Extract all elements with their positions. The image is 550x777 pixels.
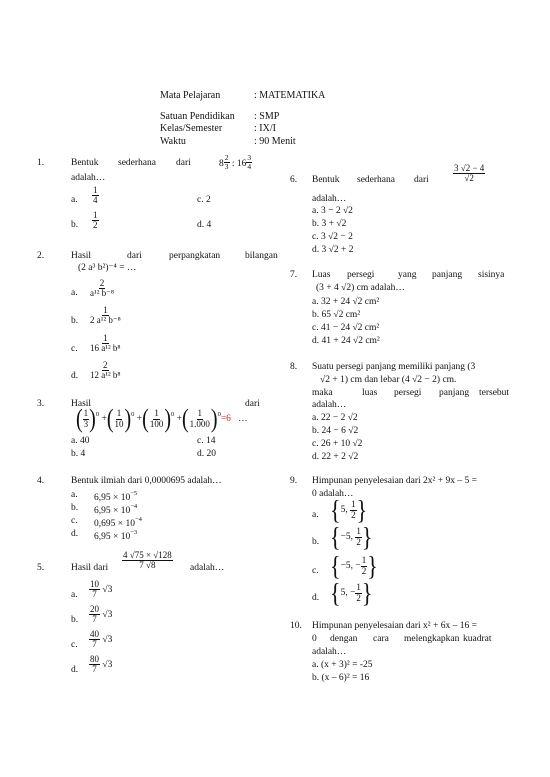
numerator: 80 xyxy=(90,654,99,664)
option-d xyxy=(89,361,122,381)
numerator: 1 xyxy=(356,526,361,537)
option-a xyxy=(89,580,112,600)
option-a xyxy=(89,279,115,299)
exponent-denominator: 4 xyxy=(247,161,252,171)
denominator: 7 xyxy=(92,664,97,675)
question-number: 8. xyxy=(290,362,298,372)
question-expression xyxy=(219,154,252,171)
numerator: 20 xyxy=(90,604,99,614)
ellipsis: … xyxy=(238,414,248,425)
exponent: −5 xyxy=(130,490,138,497)
question-number: 7. xyxy=(290,270,298,280)
question-word: Bentuk xyxy=(312,175,340,185)
exponent: −4 xyxy=(130,503,138,510)
numerator: 1 xyxy=(103,333,108,343)
numerator: 1 xyxy=(93,185,98,195)
question-text: Bentuk ilmiah dari 0,0000695 adalah… xyxy=(71,476,222,486)
option-b: b. 24 − 6 √2 xyxy=(312,426,359,436)
denominator: 16 a¹² b⁸ xyxy=(90,343,121,354)
denominator: 12 a¹² b⁸ xyxy=(90,370,121,381)
numerator: 1 xyxy=(116,408,122,419)
exponent: 0 xyxy=(131,411,135,419)
numerator: 1 xyxy=(154,408,159,419)
highlighted-answer: =6 xyxy=(220,414,231,425)
denominator: 2 xyxy=(351,509,356,520)
denominator: 7 xyxy=(92,589,97,600)
question-word: maka xyxy=(312,388,333,398)
question-tail: adalah… xyxy=(190,563,225,573)
numerator: 4 √75 × √128 xyxy=(123,550,172,560)
numerator: 2 xyxy=(99,278,105,288)
question-tail: adalah… xyxy=(71,173,106,183)
option-a: {5, $\frac{1}{2}$ } xyxy=(330,493,368,525)
question-number: 2. xyxy=(37,251,45,261)
option-b: b. (x – 6)² = 16 xyxy=(312,673,370,683)
question-word: persegi xyxy=(394,388,422,398)
denominator: √2 xyxy=(464,173,474,184)
question-line: 0 adalah… xyxy=(312,489,354,499)
question-expression: (2 a³ b²)⁻⁴ = … xyxy=(78,263,137,273)
question-word: Luas xyxy=(312,270,331,280)
question-word: dari xyxy=(245,399,260,409)
question-word: bilangan xyxy=(245,251,278,261)
mantissa: 0,695 × 10 xyxy=(94,519,135,529)
option-letter: c. xyxy=(312,566,319,576)
exponent: 0 xyxy=(217,411,221,419)
option-a xyxy=(92,186,99,206)
denominator: 2 xyxy=(356,536,361,547)
option-letter: c. xyxy=(71,344,78,354)
numerator: 1 xyxy=(361,555,367,566)
question-word: yang xyxy=(398,270,417,280)
exponent-numerator: 2 xyxy=(224,153,229,162)
header-value-time: : 90 Menit xyxy=(254,136,296,147)
header-label-subject: Mata Pelajaran xyxy=(160,90,221,101)
question-word: Hasil xyxy=(71,399,92,409)
question-word: dari xyxy=(127,251,142,261)
option-d: d. 4 xyxy=(197,220,212,230)
expr-colon: : xyxy=(231,159,235,169)
expr-base: 16 xyxy=(236,159,247,169)
option-c: {−5, − $\frac{1}{2}$ } xyxy=(330,549,378,581)
mantissa: 6,95 × 10 xyxy=(94,532,131,542)
mantissa: 6,95 × 10 xyxy=(94,506,131,516)
exponent: 0 xyxy=(171,411,175,419)
header-value-class: : IX/I xyxy=(254,123,276,134)
question-line: adalah… xyxy=(312,647,347,657)
numerator: 1 xyxy=(356,582,361,593)
option-b xyxy=(92,211,99,231)
option-b xyxy=(89,306,122,326)
question-number: 3. xyxy=(37,399,45,409)
option-b xyxy=(89,605,112,625)
option-b: {−5, $\frac{1}{2}$ } xyxy=(330,520,373,552)
root-term: √3 xyxy=(102,610,113,621)
denominator: 7 √8 xyxy=(139,560,156,571)
question-word: tersebut xyxy=(479,388,510,398)
question-text: Hasil dari xyxy=(71,563,109,573)
header-value-subject: : MATEMATIKA xyxy=(254,90,326,101)
numerator: 1 xyxy=(351,499,356,510)
numerator: 1 xyxy=(93,210,98,220)
numerator: 1 xyxy=(83,408,89,419)
set-value: −5, − xyxy=(340,561,361,572)
option-a: a. 40 xyxy=(71,436,90,446)
option-letter: b. xyxy=(71,615,79,625)
set-value: 5, xyxy=(340,505,348,516)
denominator: 2 a¹² b⁻⁸ xyxy=(90,315,121,326)
question-word: 0 xyxy=(312,634,317,644)
option-letter: a. xyxy=(71,195,78,205)
exponent-numerator: 3 xyxy=(247,153,252,162)
header-label-class: Kelas/Semester xyxy=(160,123,223,134)
option-b xyxy=(94,504,137,517)
exponent: −3 xyxy=(130,529,138,536)
option-letter: b. xyxy=(71,503,79,513)
question-line: (3 + 4 √2) cm adalah… xyxy=(316,283,405,293)
option-a xyxy=(94,491,137,504)
question-number: 1. xyxy=(37,158,45,168)
question-word: luas xyxy=(362,388,378,398)
denominator: 7 xyxy=(92,614,97,625)
question-number: 4. xyxy=(37,476,45,486)
option-d xyxy=(94,530,137,543)
option-d: {5, − $\frac{1}{2}$ } xyxy=(330,576,373,608)
mantissa: 6,95 × 10 xyxy=(94,493,131,503)
numerator: 3 √2 − 4 xyxy=(454,163,485,173)
option-d: d. 22 + 2 √2 xyxy=(312,452,359,462)
option-d: d. 3 √2 + 2 xyxy=(312,245,354,255)
option-letter: a. xyxy=(71,288,78,298)
option-b: b. 3 + √2 xyxy=(312,219,347,229)
option-b: b. 4 xyxy=(71,449,86,459)
root-term: √3 xyxy=(102,660,113,671)
set-value: −5, xyxy=(340,532,354,543)
denominator: 10 xyxy=(114,418,124,429)
denominator: 3 xyxy=(83,418,89,429)
denominator: 2 xyxy=(93,220,98,231)
question-word: sederhana xyxy=(357,175,395,185)
denominator: 2 xyxy=(356,592,361,603)
header-label-time: Waktu xyxy=(160,136,186,147)
denominator: a¹² b⁻⁸ xyxy=(90,288,115,299)
question-word: panjang xyxy=(432,270,463,280)
option-letter: b. xyxy=(312,537,320,547)
question-number: 10. xyxy=(290,621,302,631)
question-word: dari xyxy=(414,175,429,185)
question-number: 9. xyxy=(290,476,298,486)
question-word: melengkapkan xyxy=(404,634,460,644)
question-word: cara xyxy=(373,634,389,644)
question-tail: adalah… xyxy=(312,194,347,204)
question-expression: ( $\frac{1}{3}$ )$^0$ +( $\frac{1}{10}$ )$^0$ +( $\frac{1}{100}$ )$^0$ +( $\frac{1}{1.000}$ )$^0$=6 … xyxy=(76,404,248,434)
question-word: sederhana xyxy=(118,158,156,168)
question-line: √2 + 1) cm dan lebar (4 √2 − 2) cm. xyxy=(320,375,457,385)
option-letter: d. xyxy=(312,593,320,603)
question-line: Himpunan penyelesaian dari 2x² + 9x – 5 = xyxy=(312,476,477,486)
option-a: a. 22 − 2 √2 xyxy=(312,413,358,423)
question-word: persegi xyxy=(347,270,375,280)
question-word: dari xyxy=(176,158,191,168)
exponent-denominator: 3 xyxy=(224,161,229,171)
denominator: 2 xyxy=(361,565,367,576)
exponent: 0 xyxy=(95,411,100,419)
header-value-school: : SMP xyxy=(254,111,280,122)
numerator: 2 xyxy=(103,360,108,370)
question-line: Suatu persegi panjang memiliki panjang (3 xyxy=(312,362,476,372)
question-line: adalah… xyxy=(312,400,347,410)
denominator: 4 xyxy=(93,195,98,206)
option-c xyxy=(94,517,142,530)
option-letter: d. xyxy=(71,665,79,675)
option-c: c. 2 xyxy=(197,195,211,205)
option-a: a. 3 − 2 √2 xyxy=(312,206,353,216)
denominator: 100 xyxy=(149,418,164,429)
option-c: c. 26 + 10 √2 xyxy=(312,439,363,449)
numerator: 1 xyxy=(197,408,203,419)
option-a: a. 32 + 24 √2 cm² xyxy=(312,297,380,307)
question-fraction xyxy=(122,551,173,571)
root-term: √3 xyxy=(102,635,113,646)
option-letter: d. xyxy=(71,371,79,381)
expr-base: 8 xyxy=(219,159,224,169)
option-letter: a. xyxy=(312,510,319,520)
option-letter: c. xyxy=(71,516,78,526)
denominator: 1.000 xyxy=(189,418,210,429)
option-letter: b. xyxy=(71,316,79,326)
question-word: Hasil xyxy=(71,251,92,261)
option-c xyxy=(89,334,122,354)
question-word: panjang xyxy=(439,388,470,398)
option-b: b. 65 √2 cm² xyxy=(312,310,361,320)
question-fraction xyxy=(453,164,485,184)
question-number: 5. xyxy=(37,563,45,573)
option-d xyxy=(89,655,112,675)
question-word: kuadrat xyxy=(463,634,492,644)
exponent: −4 xyxy=(134,516,142,523)
option-d: d. 41 + 24 √2 cm² xyxy=(312,336,380,346)
question-word: sisinya xyxy=(478,270,505,280)
question-word: perpangkatan xyxy=(169,251,221,261)
denominator: 7 xyxy=(92,639,97,650)
question-line: Himpunan penyelesaian dari x² + 6x – 16 = xyxy=(312,621,477,631)
option-letter: a. xyxy=(71,490,78,500)
option-c xyxy=(89,630,112,650)
option-a: a. (x + 3)² = -25 xyxy=(312,660,373,670)
question-word: Bentuk xyxy=(71,158,99,168)
numerator: 1 xyxy=(103,305,108,315)
option-letter: c. xyxy=(71,640,78,650)
option-letter: b. xyxy=(71,220,79,230)
numerator: 10 xyxy=(90,579,99,589)
option-letter: a. xyxy=(71,590,78,600)
option-c: c. 41 − 24 √2 cm² xyxy=(312,323,380,333)
exponent-fraction xyxy=(224,154,230,171)
question-number: 6. xyxy=(290,175,298,185)
option-c: c. 3 √2 − 2 xyxy=(312,232,353,242)
header-label-school: Satuan Pendidikan xyxy=(160,111,235,122)
option-letter: d. xyxy=(71,529,79,539)
option-c: c. 14 xyxy=(197,436,216,446)
set-value: 5, − xyxy=(340,588,356,599)
exponent-fraction xyxy=(246,154,252,171)
option-d: d. 20 xyxy=(197,449,216,459)
question-word: dengan xyxy=(330,634,358,644)
root-term: √3 xyxy=(102,585,113,596)
numerator: 40 xyxy=(90,629,99,639)
